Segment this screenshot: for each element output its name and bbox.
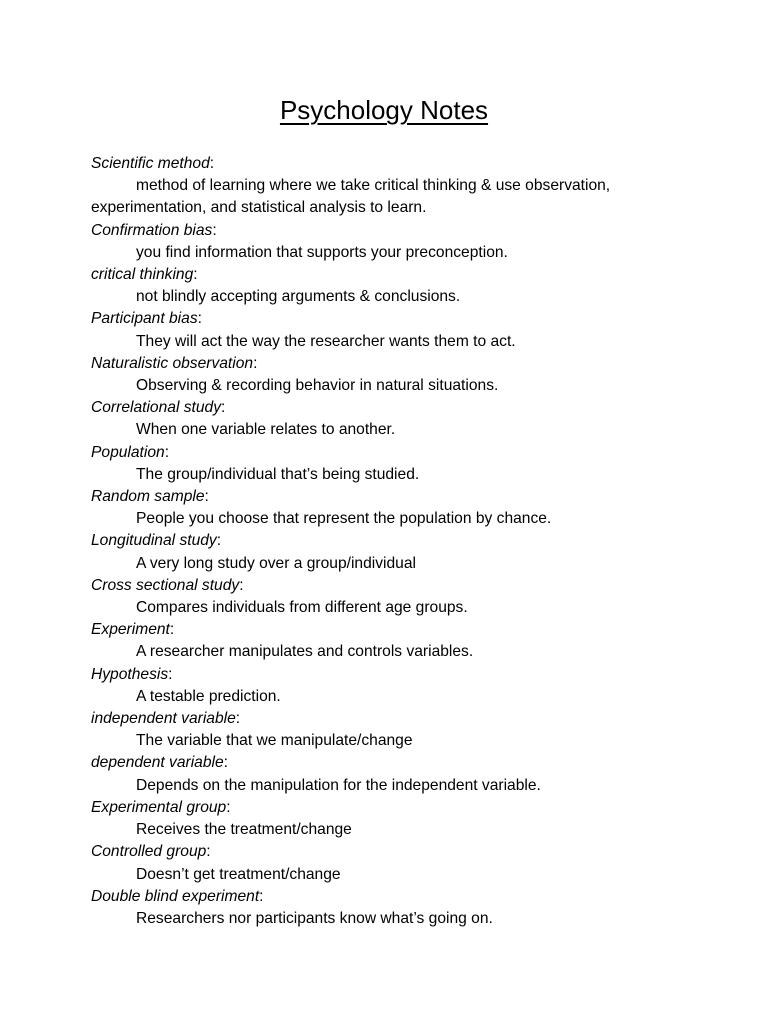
note-term	[91, 664, 691, 686]
note-entry	[91, 353, 691, 397]
term-label: Scientific method	[91, 155, 210, 172]
note-definition: A researcher manipulates and controls variables.	[136, 643, 474, 661]
note-term	[91, 220, 691, 242]
term-label: Controlled group	[91, 843, 207, 861]
term-separator: :	[209, 155, 215, 172]
note-definition: method of learning where we take critical thinking & use observation,	[136, 177, 611, 195]
note-definition: Receives the treatment/change	[136, 821, 352, 839]
term-separator: :	[239, 576, 244, 594]
term-label: dependent variable	[91, 754, 224, 772]
note-entry	[91, 664, 691, 708]
term-separator: :	[164, 443, 170, 461]
term-label: Population	[91, 443, 165, 461]
term-label: Experiment	[91, 621, 170, 639]
note-term	[91, 841, 691, 863]
note-term	[91, 486, 691, 508]
document-title: Psychology Notes	[279, 95, 489, 125]
note-entry	[91, 220, 691, 264]
note-entry	[91, 308, 691, 352]
term-label: independent variable	[91, 710, 236, 728]
note-definition: The variable that we manipulate/change	[136, 732, 413, 750]
note-definition: Observing & recording behavior in natural situations.	[136, 377, 499, 395]
term-label: Experimental group	[91, 798, 227, 816]
term-separator: :	[259, 887, 264, 905]
note-entry	[91, 841, 691, 885]
term-separator: :	[206, 843, 211, 861]
note-entry	[91, 619, 691, 663]
note-definition: Depends on the manipulation for the independent variable.	[136, 776, 541, 794]
note-term	[91, 530, 691, 552]
term-label: Confirmation bias	[91, 221, 213, 239]
note-entry	[91, 575, 691, 619]
term-label: Double blind experiment	[91, 887, 260, 905]
term-label: Cross sectional study	[91, 576, 240, 594]
term-label: Correlational study	[91, 399, 222, 417]
term-separator: :	[168, 665, 173, 683]
note-term	[91, 575, 691, 597]
note-entry	[91, 708, 691, 752]
note-definition: Compares individuals from different age groups.	[136, 599, 468, 617]
term-label: Participant bias	[91, 310, 198, 328]
note-entry	[91, 486, 691, 530]
note-entry	[91, 153, 691, 220]
term-separator: :	[235, 710, 241, 728]
term-separator: :	[253, 354, 258, 372]
note-term	[91, 442, 691, 464]
note-definition: The group/individual that’s being studied.	[136, 465, 420, 483]
note-entry	[91, 530, 691, 574]
term-separator: :	[169, 621, 175, 639]
term-separator: :	[204, 488, 209, 506]
note-definition: They will act the way the researcher wants them to act.	[136, 332, 516, 350]
note-definition: Doesn’t get treatment/change	[136, 865, 341, 883]
term-separator: :	[197, 310, 202, 328]
term-separator: :	[212, 221, 217, 239]
note-term	[91, 619, 691, 641]
note-term	[91, 886, 691, 908]
term-label: Longitudinal study	[91, 532, 217, 550]
note-definition: you find information that supports your preconception.	[136, 243, 508, 261]
note-definition: People you choose that represent the population by chance.	[136, 510, 552, 528]
term-label: Hypothesis	[91, 665, 169, 683]
note-entry	[91, 397, 691, 441]
note-entry	[91, 442, 691, 486]
note-entry	[91, 752, 691, 796]
term-separator: :	[216, 532, 222, 550]
note-term	[91, 797, 691, 819]
note-definition: A testable prediction.	[136, 687, 281, 705]
note-term	[91, 708, 691, 730]
term-label: Random sample	[91, 488, 205, 506]
note-definition: A very long study over a group/individual	[136, 554, 416, 572]
term-label: Naturalistic observation	[91, 354, 254, 372]
term-separator: :	[226, 798, 231, 816]
term-separator: :	[223, 754, 228, 772]
note-definition-continuation: experimentation, and statistical analysis to learn.	[91, 199, 427, 217]
term-label: critical thinking	[91, 266, 194, 284]
note-entry	[91, 886, 691, 930]
note-entry	[91, 797, 691, 841]
note-term	[91, 397, 691, 419]
notes-list	[91, 153, 691, 930]
note-term	[91, 308, 691, 330]
note-term	[91, 153, 691, 175]
note-entry	[91, 264, 691, 308]
term-separator: :	[193, 266, 198, 284]
note-term	[91, 353, 691, 375]
term-separator: :	[221, 399, 226, 417]
note-term	[91, 752, 691, 774]
note-definition: Researchers nor participants know what’s going on.	[136, 909, 493, 927]
note-definition: not blindly accepting arguments & conclusions.	[136, 288, 461, 306]
note-term	[91, 264, 691, 286]
note-definition: When one variable relates to another.	[136, 421, 396, 439]
